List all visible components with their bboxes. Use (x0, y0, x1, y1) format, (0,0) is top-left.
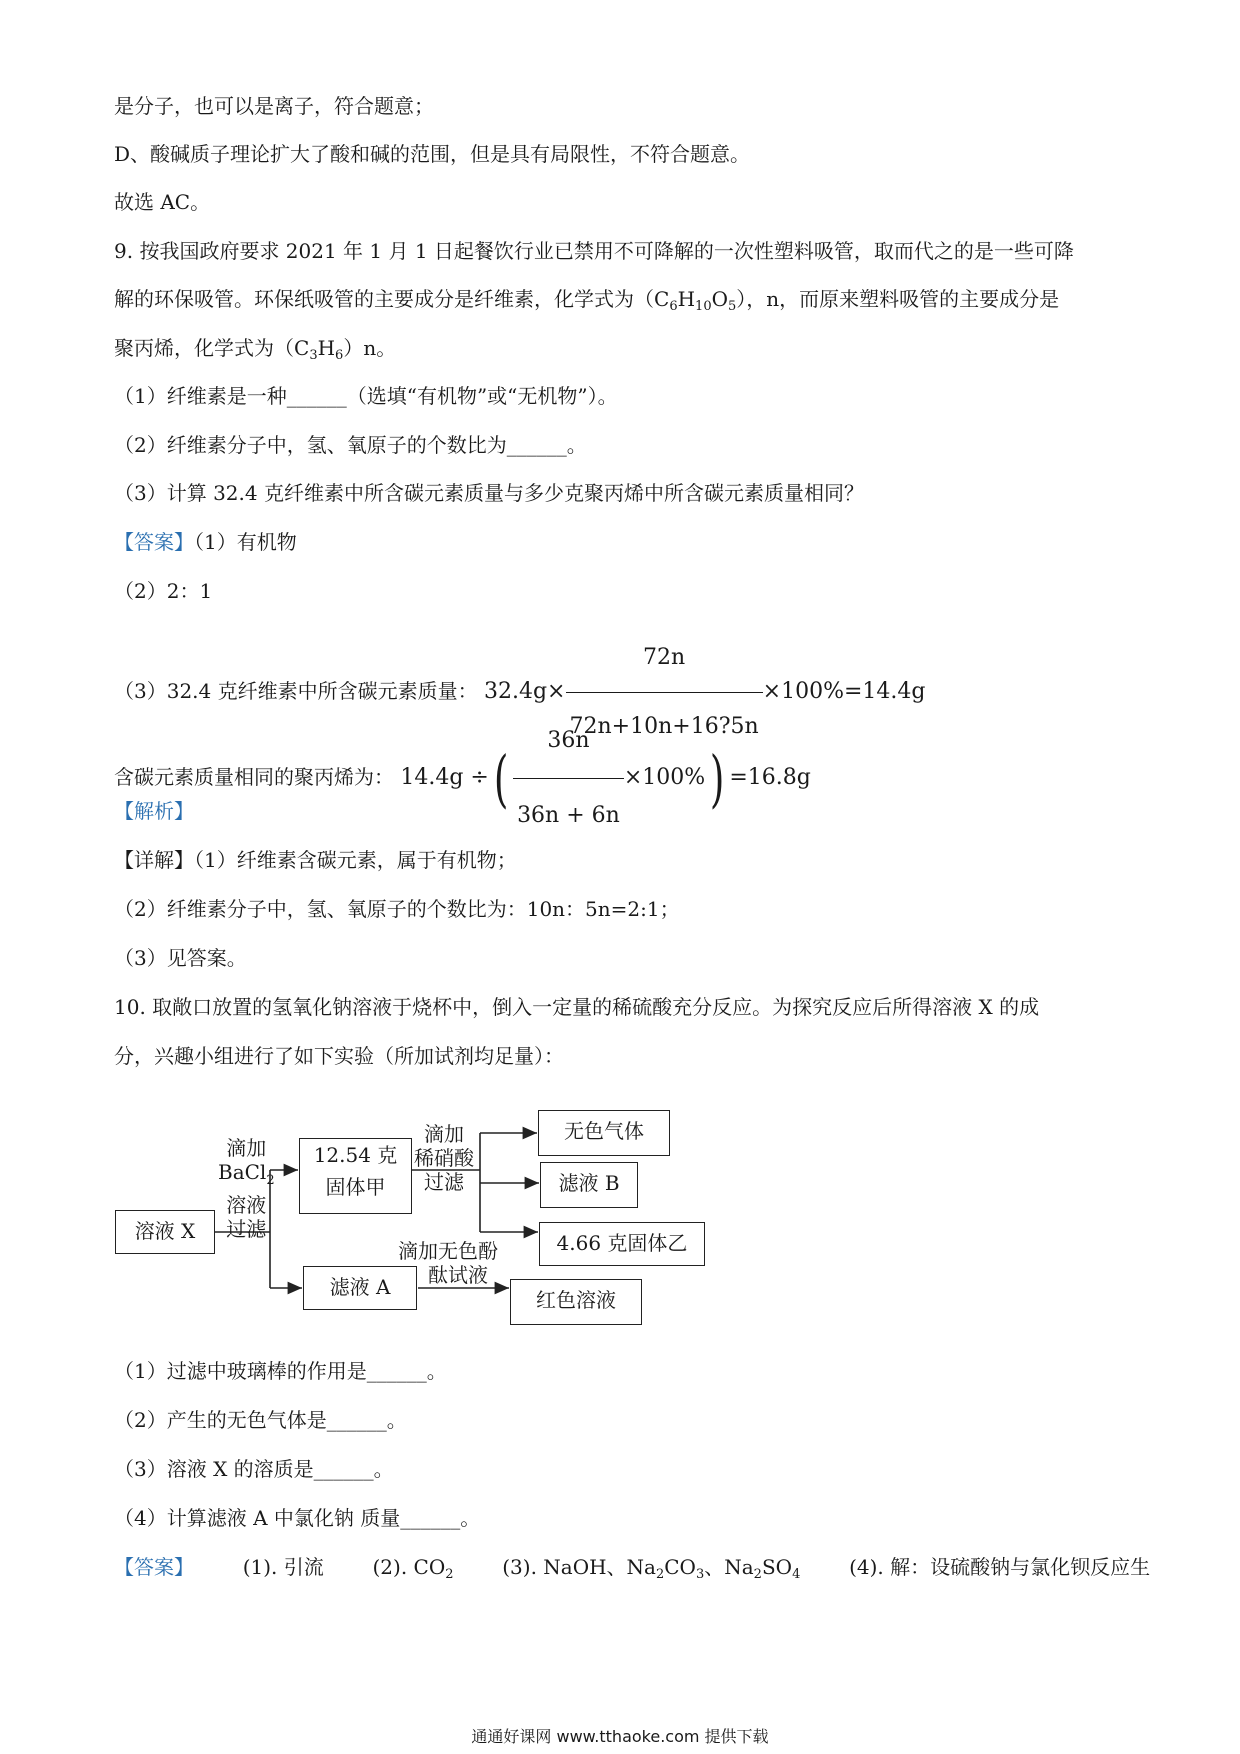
box-solution-x: 溶液 X (115, 1210, 215, 1254)
box-filtrate-a: 滤液 A (303, 1266, 417, 1310)
text-line: D、酸碱质子理论扩大了酸和碱的范围，但是具有局限性，不符合题意。 (114, 142, 751, 166)
detail-line: 【详解】（1）纤维素含碳元素，属于有机物； (114, 848, 517, 872)
question-9-text: 聚丙烯，化学式为$(C_3H_6)n$。 (114, 336, 397, 363)
box-solid-b: 4.66 克固体乙 (539, 1222, 705, 1266)
sub-question: （3）溶液 X 的溶质是______。 (114, 1457, 394, 1481)
answer-line: 【答案】（1）有机物 (114, 530, 297, 554)
label-add-phenolphthalein: 滴加无色酚 酞试液 (398, 1239, 498, 1287)
answer-formula-2: 含碳元素质量相同的聚丙烯为： 14.4g ÷( $\frac{36n}{36n + 6n}$ ×100%) =16.8g (114, 706, 811, 851)
fraction: $\frac{72n}{72n+10n+16?5n}$ (566, 626, 763, 759)
footer-source: 通通好课网 www.tthaoke.com 提供下载 (471, 1727, 769, 1746)
question-9-text: 解的环保吸管。环保纸吸管的主要成分是纤维素，化学式为$(C_6H_{10}O_5)$，n，而原来塑料吸管的主要成分是 (114, 287, 1060, 314)
answer-line: 【答案】 (1). 引流 (2). $CO_2$ (3). NaOH、$Na_2CO_3$、$Na_2SO_4$ (4). 解：设硫酸钠与氯化钡反应生 (114, 1555, 1151, 1582)
question-10-text: 10. 取敞口放置的氢氧化钠溶液于烧杯中，倒入一定量的稀硫酸充分反应。为探究反应后所得溶液 X 的成 (114, 995, 1040, 1019)
text-line: 是分子，也可以是离子，符合题意； (114, 94, 434, 118)
box-filtrate-b: 滤液 B (540, 1162, 638, 1208)
sub-question: （1）纤维素是一种______（选填“有机物”或“无机物”）。 (114, 384, 618, 408)
sub-question: （1）过滤中玻璃棒的作用是______。 (114, 1359, 447, 1383)
sub-question: （4）计算滤液 A 中氯化钠 质量______。 (114, 1506, 481, 1530)
box-solid-a: 12.54 克 固体甲 (299, 1138, 412, 1214)
analysis-tag: 【解析】 (114, 799, 194, 823)
detail-line: （2）纤维素分子中，氢、氧原子的个数比为：10n：5n=2:1； (114, 897, 680, 921)
box-red-solution: 红色溶液 (510, 1279, 642, 1325)
box-colorless-gas: 无色气体 (538, 1110, 670, 1156)
detail-line: （3）见答案。 (114, 946, 247, 970)
sub-question: （2）纤维素分子中，氢、氧原子的个数比为______。 (114, 433, 587, 457)
answer-tag: 【答案】 (114, 530, 194, 554)
question-10-text: 分，兴趣小组进行了如下实验（所加试剂均足量）： (114, 1044, 564, 1068)
answer-line: （2）2：1 (114, 579, 213, 603)
answer-formula-1: （3）32.4 克纤维素中所含碳元素质量： 32.4g× $\frac{72n}{72n+10n+16?5n}$ ×100%=14.4g (114, 626, 926, 759)
text-line: 故选 AC。 (114, 190, 211, 214)
fraction: $\frac{36n}{36n + 6n}$ (513, 706, 624, 851)
label-add-bacl2: 滴加 BaCl$_2$ 溶液 过滤 (218, 1136, 275, 1241)
label-add-hno3: 滴加 稀硝酸 过滤 (414, 1122, 474, 1194)
sub-question: （2）产生的无色气体是______。 (114, 1408, 407, 1432)
question-9-text: 9. 按我国政府要求 2021 年 1 月 1 日起餐饮行业已禁用不可降解的一次性塑料吸管，取而代之的是一些可降 (114, 239, 1074, 263)
sub-question: （3）计算 32.4 克纤维素中所含碳元素质量与多少克聚丙烯中所含碳元素质量相同？ (114, 481, 864, 505)
answer-tag: 【答案】 (114, 1555, 194, 1579)
